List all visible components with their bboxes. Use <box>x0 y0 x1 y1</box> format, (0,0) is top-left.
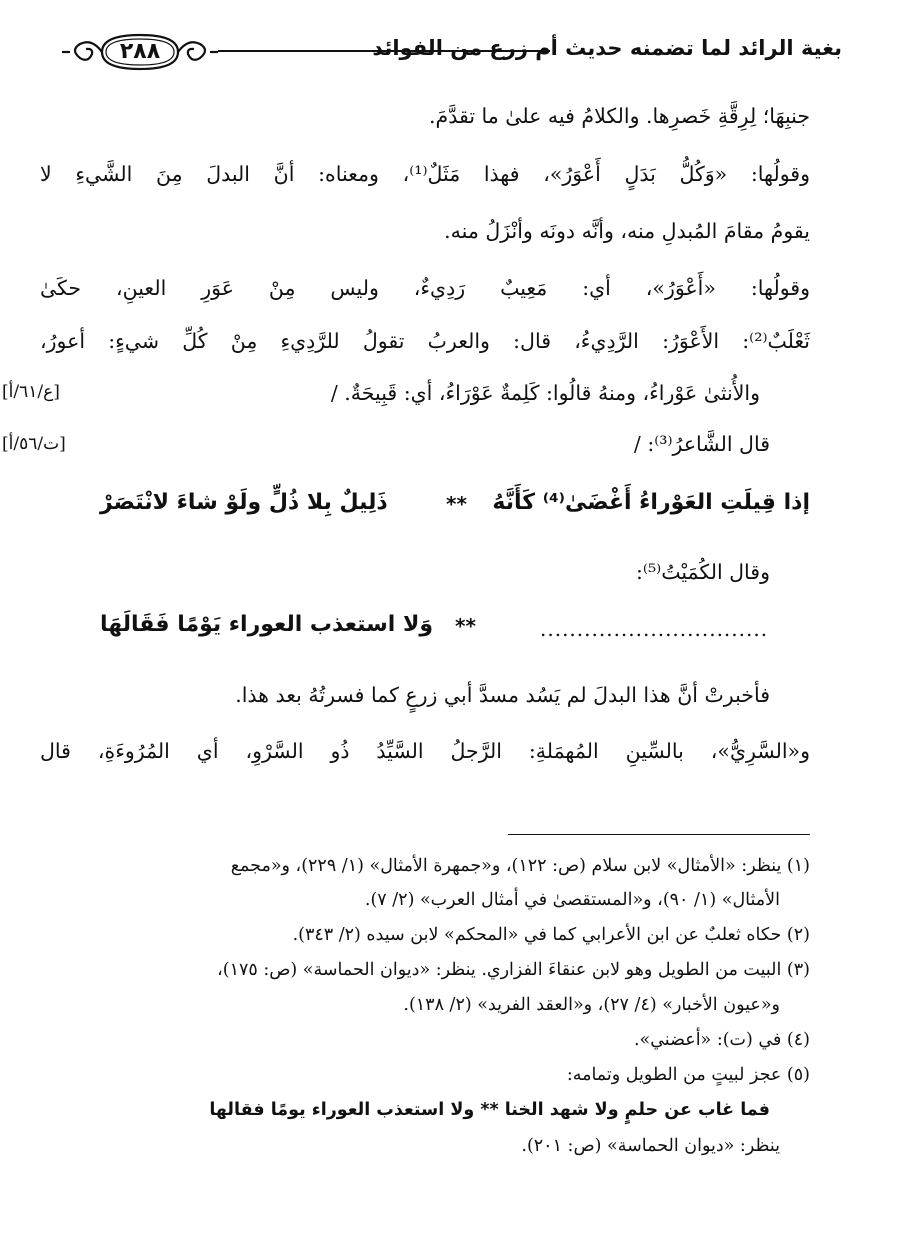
folio-mark: [ع/٦١/أ] <box>2 382 60 402</box>
footnote-line: (٥) عجز لبيتٍ من الطويل وتمامه: <box>566 1065 810 1085</box>
verse-hemistich-first: إذا قِيلَتِ العَوْراءُ أَغْضَىٰ⁽⁴⁾ كَأَنَّهُ <box>492 490 810 515</box>
footnote-line: ينظر: «ديوان الحماسة» (ص: ٢٠١). <box>521 1136 780 1156</box>
text-line: ثَعْلَبٌ⁽²⁾: الأَعْوَرُ: الرَّدِيءُ، قال: والعربُ تقولُ للرَّدِيءِ مِنْ كُلِّ شيءٍ: أعورُ، <box>40 329 810 353</box>
text-line: قال الشَّاعرُ⁽³⁾: / <box>633 432 770 456</box>
text-line: وقولُها: «وَكُلُّ بَدَلٍ أَعْوَرُ»، فهذا مَثَلٌ⁽¹⁾، ومعناه: أنَّ البدلَ مِنَ الشَّيءِ لا <box>40 162 810 186</box>
text-line: جنبِهَا؛ لِرِقَّةِ خَصرِها. والكلامُ فيه علىٰ ما تقدَّمَ. <box>429 104 810 128</box>
verse-separator: ** <box>446 492 467 516</box>
footnote-line: و«عيون الأخبار» (٤/ ٢٧)، و«العقد الفريد» (٢/ ١٣٨). <box>403 995 780 1015</box>
main-text <box>40 0 810 800</box>
verse-omitted-hemistich: ............................... <box>540 617 769 641</box>
text-line: والأُنثىٰ عَوْراءُ، ومنهُ قالُوا: كَلِمةٌ عَوْرَاءُ، أي: قَبِيحَةٌ. / <box>330 381 760 405</box>
footnote-line: (٤) في (ت): «أعضني». <box>633 1030 810 1050</box>
footnote-verse: فما غاب عن حلمٍ ولا شهد الخنا ** ولا استعذب العوراء يومًا فقالها <box>209 1100 770 1120</box>
text-line: و«السَّرِيُّ»، بالسِّينِ المُهمَلةِ: الرَّجلُ السَّيِّدُ ذُو السَّرْوِ، أي المُرُوءَةِ، قال <box>40 739 810 763</box>
footnote-line: (٣) البيت من الطويل وهو لابن عنقاءَ الفزاري. ينظر: «ديوان الحماسة» (ص: ١٧٥)، <box>217 960 810 980</box>
verse-hemistich-second: ذَلِيلٌ بِلا ذُلٍّ ولَوْ شاءَ لانْتَصَرْ <box>100 490 388 515</box>
text-line: وقال الكُمَيْتُ⁽⁵⁾: <box>636 560 770 584</box>
footnote-separator <box>508 834 810 835</box>
footnote-line: (٢) حكاه ثعلبٌ عن ابن الأعرابي كما في «المحكم» لابن سيده (٢/ ٣٤٣). <box>292 925 810 945</box>
text-line: وقولُها: «أَعْوَرُ»، أي: مَعِيبٌ رَدِيءٌ، وليس مِنْ عَوَرِ العينِ، حكَىٰ <box>40 276 810 300</box>
folio-mark: [ت/٥٦/أ] <box>2 434 66 454</box>
text-line: فأخبرتْ أنَّ هذا البدلَ لم يَسُد مسدَّ أبي زرعٍ كما فسرتُهُ بعد هذا. <box>235 683 770 707</box>
verse-hemistich-second: وَلا استعذب العوراء يَوْمًا فَقَالَهَا <box>100 612 434 637</box>
running-title: بغية الرائد لما تضمنه حديث أم زرع من الفوائد <box>372 36 842 60</box>
footnote-line: الأمثال» (١/ ٩٠)، و«المستقصىٰ في أمثال العرب» (٢/ ٧). <box>364 890 780 910</box>
page-number: ٢٨٨ <box>119 39 161 64</box>
verse-separator: ** <box>455 614 476 638</box>
text-line: يقومُ مقامَ المُبدلِ منه، وأنَّه دونَه وأنْزَلُ منه. <box>444 219 810 243</box>
footnote-line: (١) ينظر: «الأمثال» لابن سلام (ص: ١٢٢)، و«جمهرة الأمثال» (١/ ٢٢٩)، و«مجمع <box>230 856 810 876</box>
